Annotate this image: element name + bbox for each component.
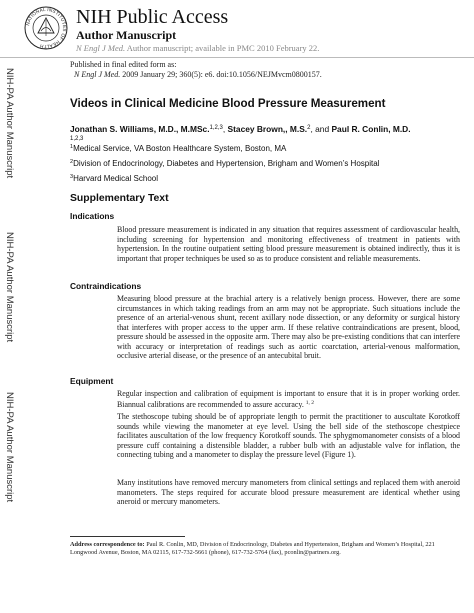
footnote-text: Paul R. Conlin, MD, Division of Endocrinology, Diabetes and Hypertension, Brigham and Women’s Hospital, 221 Longwood Avenue, Boston, MA 02115, 617-732-5661 (phone), 617-732-5764 (fax), pconlin@partners.org. — [70, 541, 435, 556]
section-heading-indications: Indications — [70, 211, 115, 221]
citation-rest: Author manuscript; available in PMC 2010 February 22. — [125, 43, 320, 53]
publication-line-1: Published in final edited form as: — [70, 60, 177, 69]
equipment-paragraph-1: Regular inspection and calibration of equipment is important to ensure that it is in proper working order. Biannual calibrations are recommended to assure accuracy. $^{1, 2}$ — [117, 389, 460, 409]
affiliation-1: $^1$Medical Service, VA Boston Healthcare System, Boston, MA — [70, 144, 287, 153]
publication-journal: N Engl J Med. — [74, 70, 121, 79]
equipment-paragraph-2: The stethoscope tubing should be of appropriate length to permit the practitioner to auscultate Korotkoff sounds while viewing the manometer at eye level. Using the bell side of the stethoscope chestpiece facilitates auscultation of the low frequency Korotkoff sounds. The sphygmomanometer consists of a blood pressure cuff containing a distensible bladder, a rubber bulb with an adjustable valve for inflation, the connecting tubing and a manometer to display the pressure level (Figure 1). — [117, 412, 460, 459]
section-heading-contraindications: Contraindications — [70, 281, 142, 291]
seal-text-2: INSTITUTES — [47, 7, 68, 32]
section-heading-equipment: Equipment — [70, 376, 114, 386]
side-watermark-2: NIH-PA Author Manuscript — [4, 232, 15, 343]
indications-paragraph: Blood pressure measurement is indicated in any situation that requires assessment of cardiovascular health, including screening for hypertension and monitoring effectiveness of treatment in patients with hypertension. In the routine outpatient setting blood pressure measurement is obtained indirectly, thus it is important that proper techniques be used so as to produce consistent and reliable measurements. — [117, 225, 460, 263]
author-affiliation-marker: 1,2,3 — [70, 136, 84, 142]
author-name: Jonathan S. Williams, M.D., M.MSc. — [70, 124, 210, 134]
author-list: Jonathan S. Williams, M.D., M.MSc.$^{1,2,3}$, Stacey Brown,, M.S.$^2$, and Paul R. Conlin, M.D. $^{1,2,3}$ — [70, 124, 411, 142]
article-title: Videos in Clinical Medicine Blood Pressure Measurement — [70, 97, 386, 110]
correspondence-footnote — [70, 541, 462, 557]
citation-journal: N Engl J Med. — [76, 43, 126, 53]
supplementary-heading: Supplementary Text — [70, 193, 169, 204]
journal-banner-title: NIH Public Access — [76, 6, 229, 28]
seal-text-3: OF HEALTH — [39, 32, 67, 50]
footnote-divider — [70, 536, 185, 537]
publication-info — [70, 60, 322, 80]
author-name: Paul R. Conlin, M.D. — [331, 124, 411, 134]
seal-text-1: NATIONAL — [25, 6, 46, 27]
nih-seal-icon — [24, 6, 68, 50]
contraindications-paragraph: Measuring blood pressure at the brachial artery is a relatively benign process. However, there are some circumstances in which taking readings from an arm may not be appropriate. Such situations include the presence of an arterial-venous shunt, recent axillary node dissection, or any deformity or surgical history that interferes with proper access to the upper arm. If these relative contraindications are present, blood, pressure should be assessed in the opposite arm. There may also be pre-existing conditions that can interfere with accuracy or interpretation of readings such as aortic coarctation, arterial-venous malformation, occlusive arterial disease, or the presence of an antecubital bruit. — [117, 294, 460, 360]
author-name: Stacey Brown,, M.S. — [227, 124, 308, 134]
side-watermark-1: NIH-PA Author Manuscript — [4, 68, 15, 179]
manuscript-availability — [76, 44, 319, 53]
affiliation-3: $^3$Harvard Medical School — [70, 174, 158, 183]
side-watermark-3: NIH-PA Author Manuscript — [4, 392, 15, 503]
nih-header — [0, 0, 474, 58]
footnote-label: Address correspondence to: — [70, 541, 145, 548]
author-affiliation-marker: 2 — [307, 125, 311, 131]
publication-line-2 — [70, 70, 322, 80]
author-affiliation-marker: 1,2,3 — [209, 125, 223, 131]
journal-banner-subtitle: Author Manuscript — [76, 28, 177, 42]
affiliation-2: $^2$Division of Endocrinology, Diabetes and Hypertension, Brigham and Women’s Hospital — [70, 159, 380, 168]
reference-marker: 1, 2 — [305, 399, 315, 406]
publication-details: 2009 January 29; 360(5): e6. doi:10.1056/NEJMvcm0800157. — [120, 70, 322, 79]
equipment-paragraph-3: Many institutions have removed mercury manometers from clinical settings and replaced them with aneroid manometers. The steps required for accurate blood pressure measurement are identical whether using aneroid or mercury manometers. — [117, 478, 460, 506]
